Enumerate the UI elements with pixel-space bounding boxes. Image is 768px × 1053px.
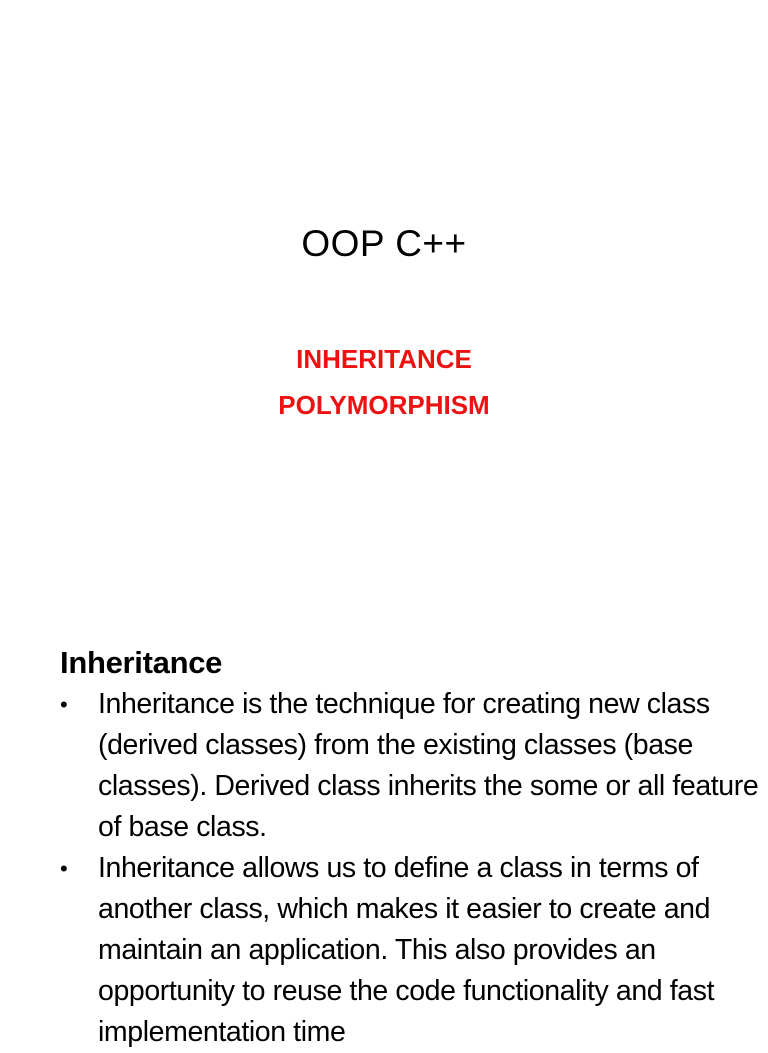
section-heading: Inheritance (60, 645, 223, 680)
subtitle-polymorphism: POLYMORPHISM (278, 390, 490, 420)
subtitle-inheritance: INHERITANCE (296, 344, 472, 374)
bullet-item (60, 848, 760, 1053)
subtitle-block (0, 336, 768, 428)
slide-title: OOP C++ (301, 223, 467, 264)
bullet-icon: • (60, 856, 68, 881)
bullet-item (60, 684, 760, 848)
bullet-text: Inheritance allows us to define a class in terms of another class, which makes it easier to create and maintain an application. This also provides an opportunity to reuse the code functionality and fast implementation time (98, 852, 715, 1048)
inheritance-section (60, 642, 760, 1053)
bullet-list (60, 684, 760, 1053)
bullet-icon: • (60, 692, 68, 717)
bullet-text: Inheritance is the technique for creating new class (derived classes) from the existing classes (base classes). Derived class inherits the some or all feature of base class. (98, 688, 759, 843)
